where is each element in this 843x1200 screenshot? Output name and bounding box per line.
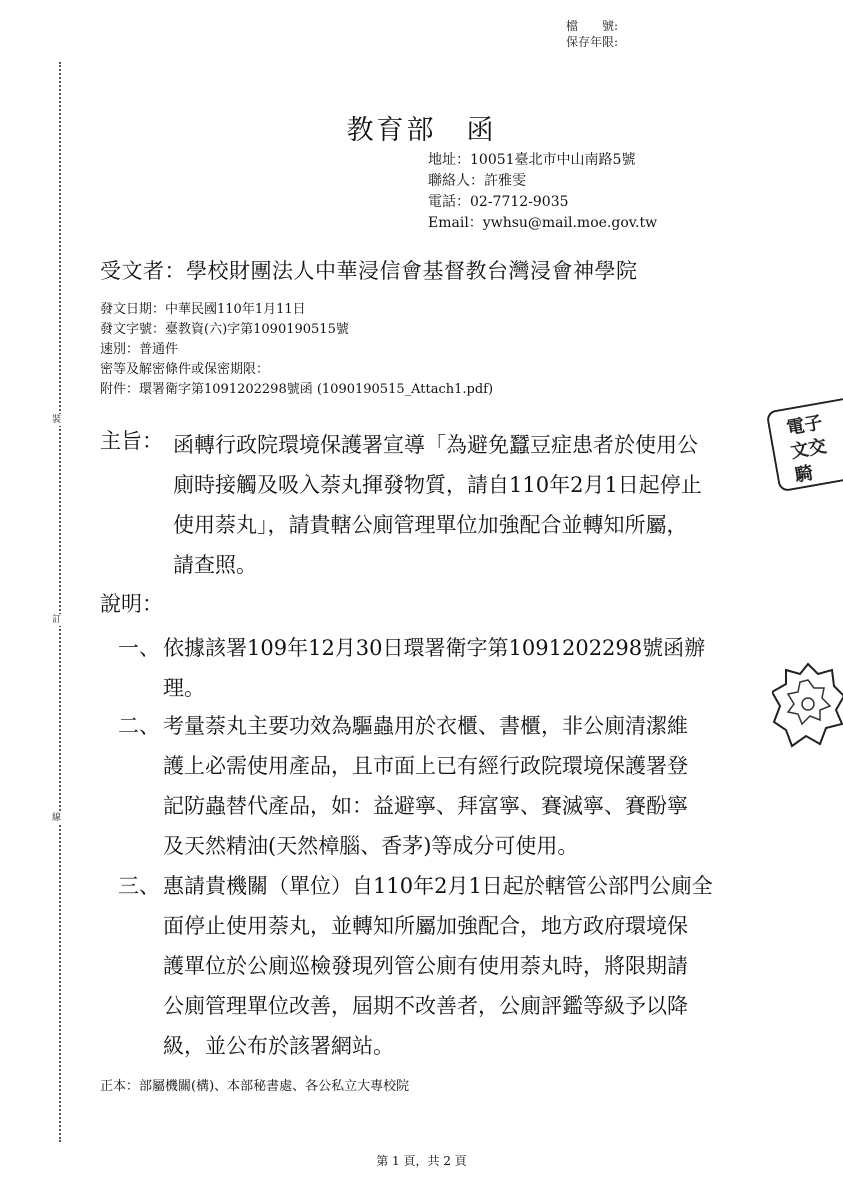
item-line: 護單位於公廁巡檢發現列管公廁有使用萘丸時，將限期請	[163, 954, 688, 978]
stamp-text: 電子	[784, 412, 825, 440]
item-line: 級，並公布於該署網站。	[163, 1034, 394, 1058]
item-number: 一、	[118, 636, 160, 660]
archive-info	[566, 18, 618, 50]
document-title: 教育部 函	[346, 115, 497, 146]
item-number: 二、	[118, 714, 160, 738]
subject-line: 請查照。	[173, 553, 257, 577]
issue-date: 發文日期：中華民國110年1月11日	[100, 302, 306, 317]
item-line: 公廁管理單位改善，屆期不改善者，公廁評鑑等級予以降	[163, 994, 688, 1018]
item-line: 理。	[163, 676, 205, 700]
explanation-label: 說明：	[100, 592, 163, 616]
binding-dotted-line	[59, 62, 61, 1142]
stamp-text: 騎	[793, 462, 815, 487]
item-line: 記防蟲替代產品，如：益避寧、拜富寧、賽滅寧、賽酚寧	[163, 794, 688, 818]
subject-body	[173, 425, 763, 585]
page-footer: 第 1 頁，共 2 頁	[376, 1154, 467, 1168]
item-number: 三、	[118, 874, 160, 898]
subject-line: 使用萘丸」，請貴轄公廁管理單位加強配合並轉知所屬，	[173, 513, 688, 537]
subject-line: 廁時接觸及吸入萘丸揮發物質，請自110年2月1日起停止	[173, 473, 702, 497]
secrecy-level: 密等及解密條件或保密期限：	[100, 362, 270, 377]
stamp-text: 文交	[789, 435, 829, 463]
contact-email: Email：ywhsu@mail.moe.gov.tw	[428, 215, 658, 231]
carbon-copy-recipients: 正本：部屬機關(構)、本部秘書處、各公私立大專校院	[100, 1079, 410, 1094]
item-line: 面停止使用萘丸，並轉知所屬加強配合，地方政府環境保	[163, 914, 688, 938]
contact-block	[428, 150, 657, 234]
file-number-label: 檔 號:	[566, 19, 619, 33]
item-line: 依據該署109年12月30日環署衛字第1091202298號函辦	[163, 636, 706, 660]
binding-mark-top: 裝	[52, 415, 62, 425]
recipient: 受文者：學校財團法人中華浸信會基督教台灣浸會神學院	[100, 259, 638, 283]
subject-line: 函轉行政院環境保護署宣導「為避免蠶豆症患者於使用公	[173, 433, 698, 457]
subject-label: 主旨：	[100, 429, 163, 453]
issue-number: 發文字號：臺教資(六)字第1090190515號	[100, 322, 349, 337]
electronic-delivery-stamp	[766, 398, 843, 493]
contact-address: 地址：10051臺北市中山南路5號	[428, 152, 636, 168]
contact-person: 聯絡人：許雅雯	[428, 173, 526, 189]
document-meta	[100, 300, 493, 400]
item-line: 護上必需使用產品，且市面上已有經行政院環境保護署登	[163, 754, 688, 778]
contact-phone: 電話：02-7712-9035	[428, 194, 569, 210]
attachment-link[interactable]: 附件：環署衛字第1091202298號函 (1090190515_Attach1.pdf)	[100, 382, 494, 397]
item-line: 及天然精油(天然樟腦、香茅)等成分可使用。	[163, 834, 579, 858]
item-line: 考量萘丸主要功效為驅蟲用於衣櫃、書櫃，非公廁清潔維	[163, 714, 688, 738]
item-line: 惠請貴機關（單位）自110年2月1日起於轄管公部門公廁全	[163, 874, 713, 898]
binding-mark-bottom: 線	[52, 813, 62, 823]
binding-mark-middle: 訂	[52, 615, 62, 625]
retention-period-label: 保存年限:	[566, 35, 619, 49]
delivery-speed: 速別：普通件	[100, 342, 179, 357]
seal-stamp-icon	[772, 660, 843, 750]
